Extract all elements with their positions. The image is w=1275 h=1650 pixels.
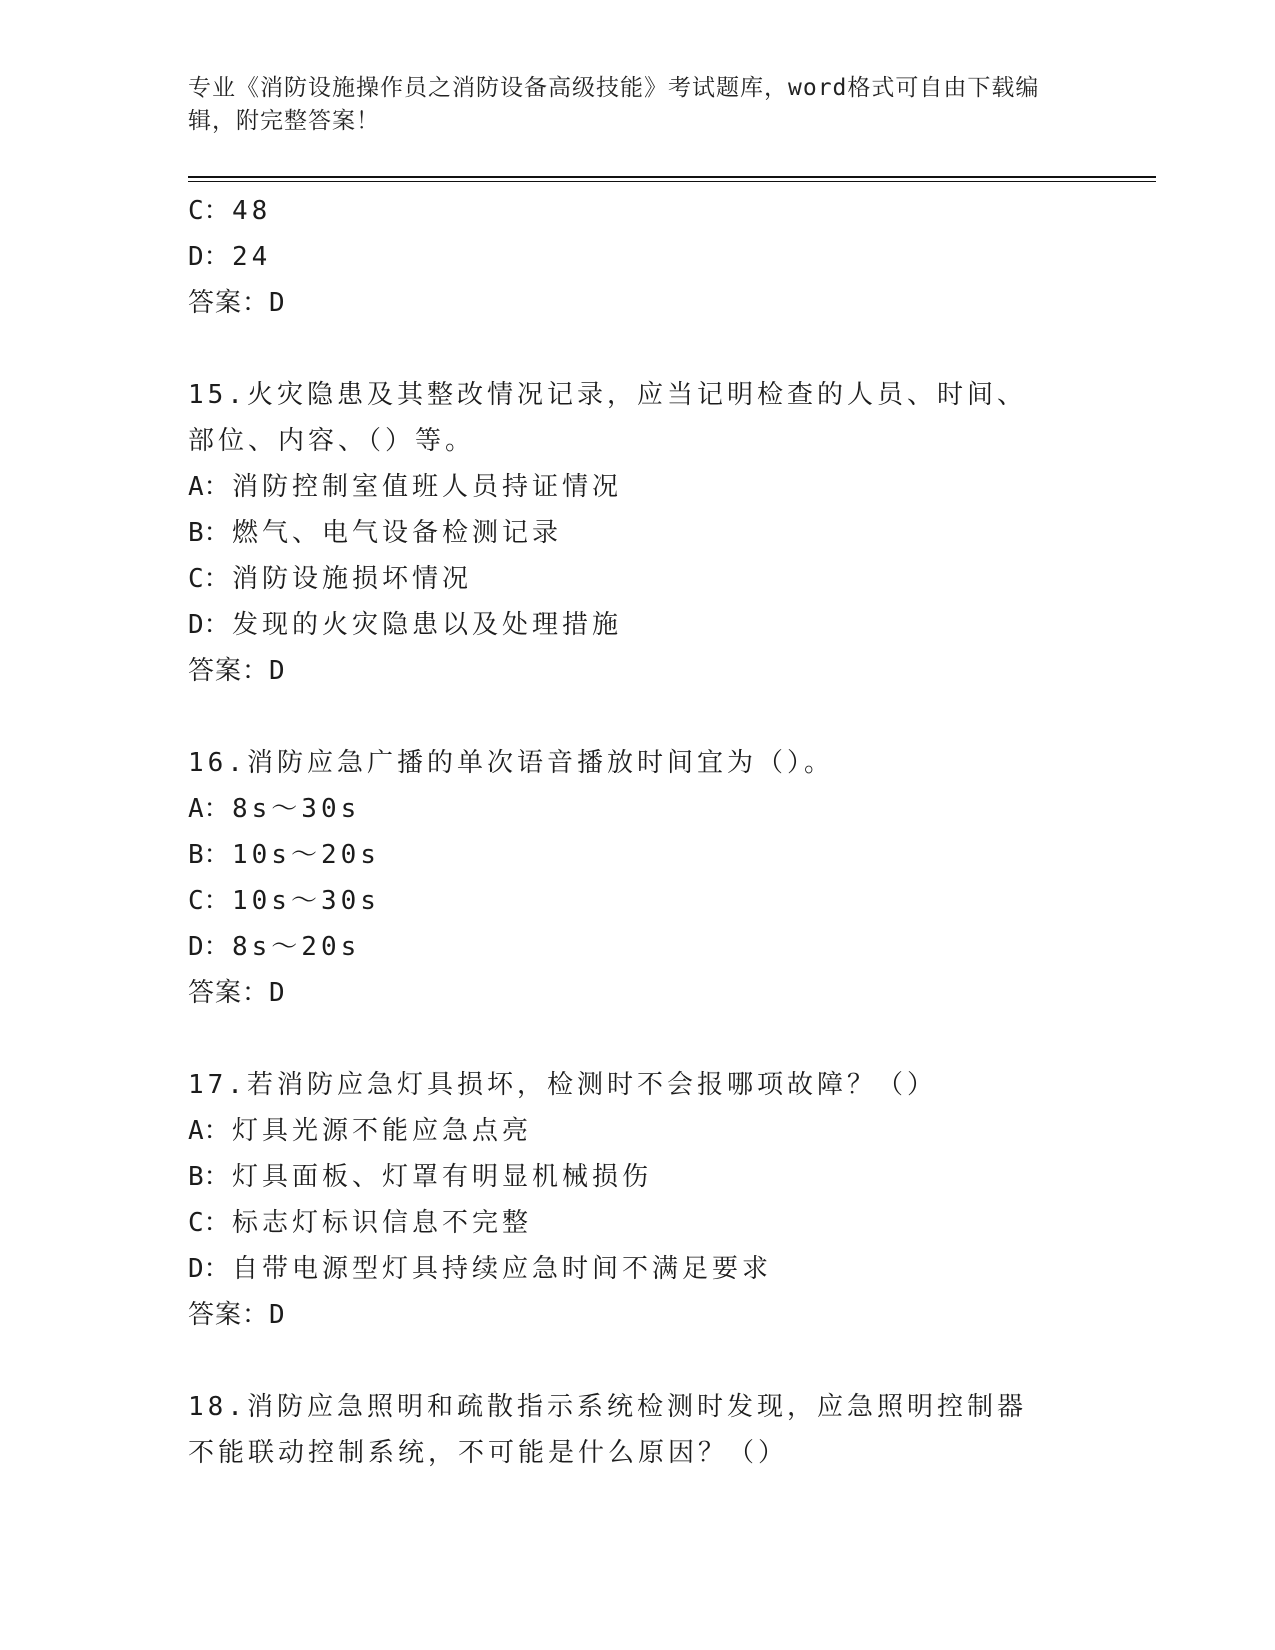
option-text: 消防控制室值班人员持证情况 xyxy=(232,472,623,502)
option-c xyxy=(188,556,1088,602)
answer-line xyxy=(188,648,1088,694)
option-text: 消防设施损坏情况 xyxy=(232,564,473,594)
option-b xyxy=(188,1154,1088,1200)
option-letter: A： xyxy=(188,472,230,502)
option-letter: C： xyxy=(188,564,230,594)
option-d xyxy=(188,924,1088,970)
option-letter: B： xyxy=(188,1162,230,1192)
option-text: 8s～20s xyxy=(232,932,361,962)
option-text: 8s～30s xyxy=(232,794,361,824)
option-text: 10s～20s xyxy=(232,840,380,870)
answer-value: D xyxy=(269,288,286,318)
option-letter: B： xyxy=(188,518,230,548)
answer-label: 答案： xyxy=(188,978,270,1008)
option-text: 标志灯标识信息不完整 xyxy=(232,1208,533,1238)
option-b xyxy=(188,510,1088,556)
option-c xyxy=(188,878,1088,924)
answer-label: 答案： xyxy=(188,656,270,686)
option-letter: D： xyxy=(188,1254,230,1284)
question-content xyxy=(188,188,1088,1476)
option-d xyxy=(188,602,1088,648)
option-c xyxy=(188,188,1088,234)
option-letter: B： xyxy=(188,840,230,870)
option-letter: C： xyxy=(188,886,230,916)
answer-value: D xyxy=(269,656,286,686)
answer-label: 答案： xyxy=(188,288,270,318)
answer-line xyxy=(188,970,1088,1016)
option-text: 24 xyxy=(232,242,272,272)
header-divider-thick xyxy=(188,176,1156,178)
option-text: 自带电源型灯具持续应急时间不满足要求 xyxy=(232,1254,773,1284)
option-a xyxy=(188,786,1088,832)
option-d xyxy=(188,234,1088,280)
option-text: 发现的火灾隐患以及处理措施 xyxy=(232,610,623,640)
option-a xyxy=(188,464,1088,510)
option-text: 10s～30s xyxy=(232,886,380,916)
option-letter: C： xyxy=(188,1208,230,1238)
option-d xyxy=(188,1246,1088,1292)
option-c xyxy=(188,1200,1088,1246)
option-text: 灯具面板、灯罩有明显机械损伤 xyxy=(232,1162,653,1192)
answer-label: 答案： xyxy=(188,1300,270,1330)
option-letter: A： xyxy=(188,1116,230,1146)
option-letter: A： xyxy=(188,794,230,824)
header-divider-thin xyxy=(188,181,1156,182)
question-stem-17: 17.若消防应急灯具损坏，检测时不会报哪项故障？（） xyxy=(188,1070,937,1100)
option-a xyxy=(188,1108,1088,1154)
option-text: 灯具光源不能应急点亮 xyxy=(232,1116,533,1146)
question-stem-15: 15.火灾隐患及其整改情况记录，应当记明检查的人员、时间、部位、内容、（）等。 xyxy=(188,380,1027,456)
answer-value: D xyxy=(269,1300,286,1330)
option-letter: D： xyxy=(188,242,230,272)
option-letter: D： xyxy=(188,932,230,962)
option-letter: C： xyxy=(188,196,230,226)
answer-line xyxy=(188,1292,1088,1338)
option-text: 燃气、电气设备检测记录 xyxy=(232,518,563,548)
option-text: 48 xyxy=(232,196,272,226)
answer-value: D xyxy=(269,978,286,1008)
option-letter: D： xyxy=(188,610,230,640)
question-stem-16: 16.消防应急广播的单次语音播放时间宜为（）。 xyxy=(188,748,834,778)
answer-line xyxy=(188,280,1088,326)
option-b xyxy=(188,832,1088,878)
document-header: 专业《消防设施操作员之消防设备高级技能》考试题库，word格式可自由下载编辑，附完整答案！ xyxy=(188,75,1040,134)
question-stem-18: 18.消防应急照明和疏散指示系统检测时发现，应急照明控制器不能联动控制系统，不可能是什么原因？（） xyxy=(188,1392,1027,1468)
